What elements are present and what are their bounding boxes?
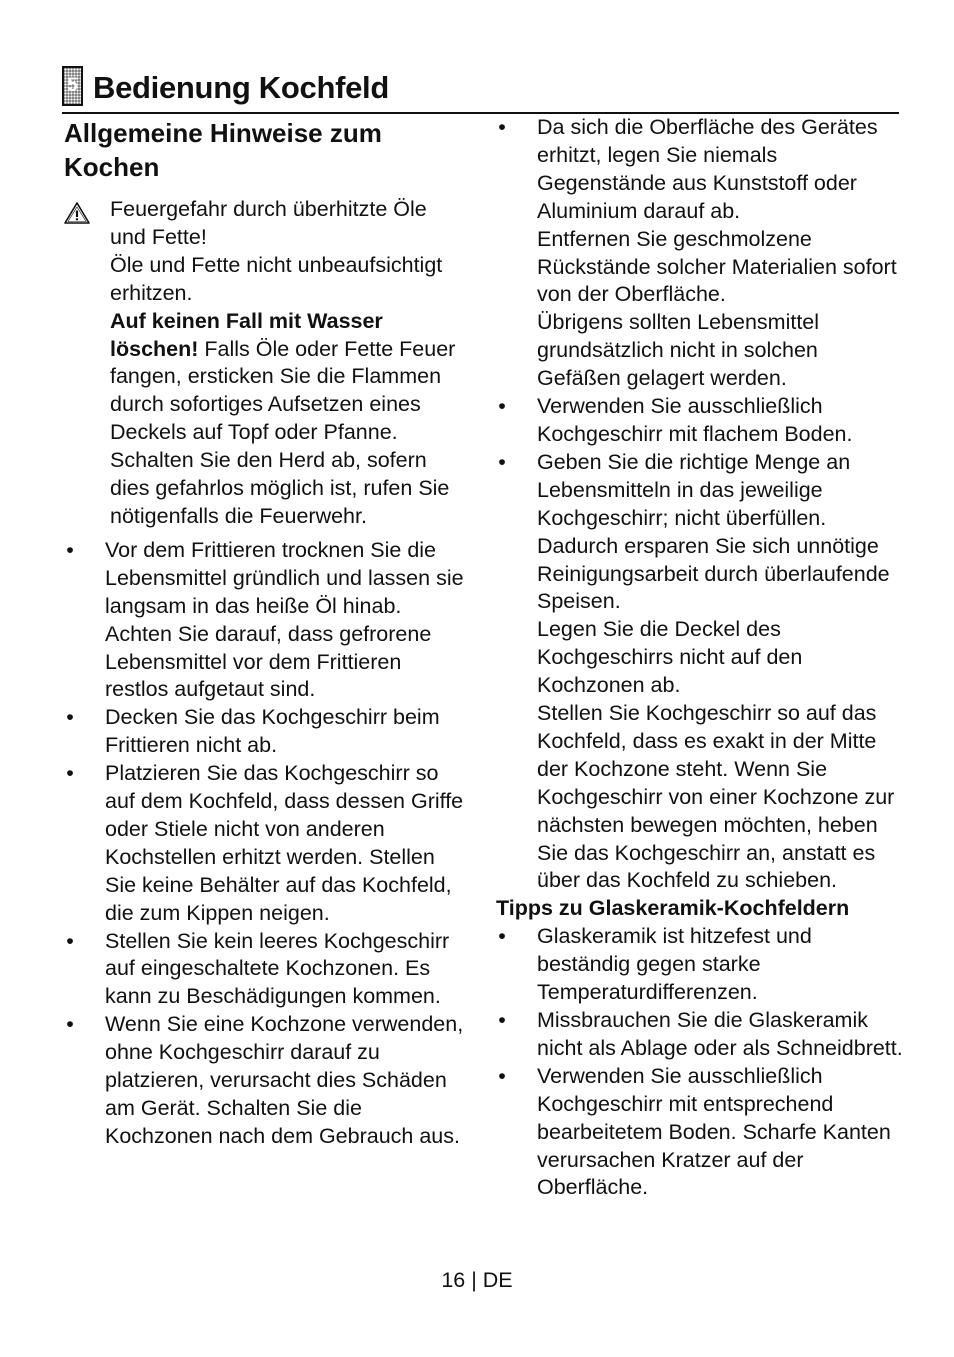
- page-number: 16 | DE: [441, 1268, 513, 1292]
- warning-line-2: Öle und Fette nicht unbeaufsichtigt erhitzen.: [110, 252, 443, 305]
- bullet-icon: •: [498, 115, 506, 139]
- list-item: [496, 449, 906, 896]
- left-column: [64, 114, 468, 1151]
- list-item: [496, 1007, 906, 1063]
- bullet-icon: •: [66, 1012, 74, 1037]
- right-bullet-list: [496, 114, 906, 895]
- list-item-text: Glaskeramik ist hitzefest und beständig gegen starke Temperaturdifferenzen.: [537, 924, 812, 1005]
- warning-text: Falls Öle oder Fette Feuer fangen, ersticken Sie die Flammen durch sofortiges Aufsetzen eines Deckels auf Topf oder Pfanne. Schalten Sie den Herd ab, sofern dies gefahrlos möglich ist, rufen Sie nötigenfalls die Feuerwehr.: [110, 336, 456, 528]
- list-item: [64, 537, 468, 704]
- list-item-text: Verwenden Sie ausschließlich Kochgeschirr mit entsprechend bearbeitetem Boden. Scharfe Kanten verursachen Kratzer auf der Oberfläche.: [537, 1063, 891, 1200]
- glass-ceramic-list: [496, 923, 906, 1202]
- left-bullet-list: [64, 537, 468, 1151]
- list-item: [64, 1011, 468, 1151]
- bullet-icon: •: [498, 449, 506, 474]
- chapter-header: [62, 66, 899, 114]
- chapter-number: 5: [67, 75, 78, 96]
- list-item-text: Missbrauchen Sie die Glaskeramik nicht als Ablage oder als Schneidbrett.: [537, 1008, 903, 1060]
- warning-triangle-icon: [64, 202, 90, 224]
- list-item-text: Vor dem Frittieren trocknen Sie die Lebensmittel gründlich und lassen sie langsam in das heiße Öl hinab. Achten Sie darauf, dass gefrorene Lebensmittel vor dem Frittieren restlos aufgetaut sind.: [105, 537, 464, 702]
- list-item-text: Verwenden Sie ausschließlich Kochgeschirr mit flachem Boden.: [537, 394, 853, 446]
- bullet-icon: •: [66, 761, 74, 786]
- section-heading: Allgemeine Hinweise zum Kochen: [64, 118, 382, 182]
- warning-bold-text: Auf keinen Fall mit Wasser löschen!: [110, 308, 383, 361]
- right-column: [496, 114, 906, 1202]
- list-item-text: Stellen Sie Kochgeschirr so auf das Kochfeld, dass es exakt in der Mitte der Kochzone steht. Wenn Sie Kochgeschirr von einer Kochzone zur nächsten bewegen möchten, heben Sie das Kochgeschirr an, anstatt es über das Kochfeld zu schieben.: [537, 701, 895, 893]
- list-item: [496, 393, 906, 449]
- list-item: [496, 1063, 906, 1203]
- list-item: [64, 928, 468, 1012]
- list-item: [496, 114, 906, 393]
- bullet-icon: •: [66, 928, 74, 953]
- list-item: [496, 923, 906, 1007]
- chapter-number-badge: [62, 66, 83, 106]
- list-item-text: Geben Sie die richtige Menge an Lebensmitteln in das jeweilige Kochgeschirr; nicht überfüllen. Dadurch ersparen Sie sich unnötige Reinigungsarbeit durch überlaufende Speisen.: [537, 449, 890, 614]
- page-title: Bedienung Kochfeld: [93, 70, 389, 105]
- list-item-text: Wenn Sie eine Kochzone verwenden, ohne Kochgeschirr darauf zu platzieren, verursacht dies Schäden am Gerät. Schalten Sie die Kochzonen nach dem Gebrauch aus.: [105, 1012, 464, 1148]
- bullet-icon: •: [498, 394, 506, 419]
- bullet-icon: •: [498, 1008, 506, 1032]
- list-item-text: Da sich die Oberfläche des Gerätes erhitzt, legen Sie niemals Gegenstände aus Kunststoff oder Aluminium darauf ab.: [537, 115, 878, 223]
- glass-ceramic-heading: Tipps zu Glaskeramik-Kochfeldern: [496, 896, 850, 921]
- list-item-text: Entfernen Sie geschmolzene Rückstände solcher Materialien sofort von der Oberfläche.: [537, 226, 897, 307]
- list-item-text: Stellen Sie kein leeres Kochgeschirr auf eingeschaltete Kochzonen. Es kann zu Beschädigungen kommen.: [105, 928, 450, 1009]
- warning-line-1: Feuergefahr durch überhitzte Öle und Fette!: [110, 197, 427, 249]
- list-item-text: Legen Sie die Deckel des Kochgeschirrs nicht auf den Kochzonen ab.: [537, 617, 803, 698]
- bullet-icon: •: [498, 1063, 506, 1088]
- list-item: [64, 704, 468, 760]
- list-item-text: Übrigens sollten Lebensmittel grundsätzlich nicht in solchen Gefäßen gelagert werden.: [537, 310, 820, 391]
- list-item-text: Platzieren Sie das Kochgeschirr so auf dem Kochfeld, dass dessen Griffe oder Stiele nicht von anderen Kochstellen erhitzt werden. Stellen Sie keine Behälter auf das Kochfeld, die zum Kippen neigen.: [105, 761, 464, 925]
- fire-warning: [64, 196, 468, 531]
- bullet-icon: •: [66, 537, 74, 562]
- bullet-icon: •: [66, 705, 74, 730]
- list-item-text: Decken Sie das Kochgeschirr beim Frittieren nicht ab.: [105, 705, 440, 758]
- warning-paragraph: [110, 308, 468, 531]
- bullet-icon: •: [498, 924, 506, 949]
- list-item: [64, 760, 468, 927]
